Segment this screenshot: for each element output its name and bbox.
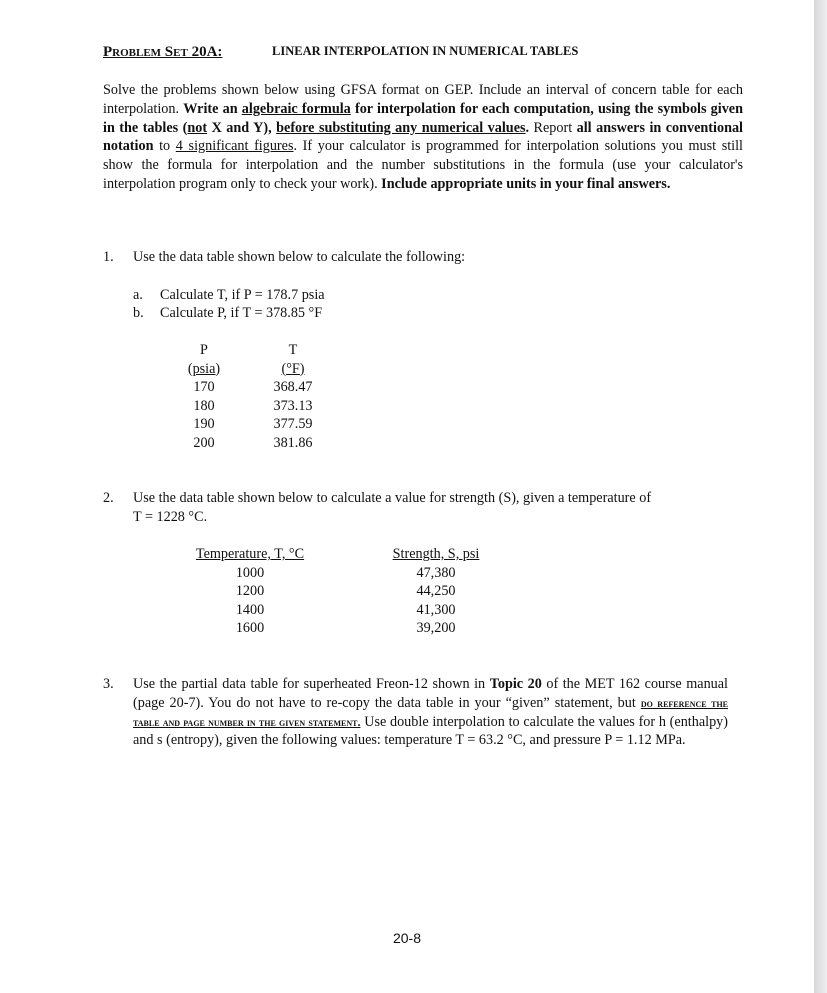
question-1b-label: b. — [133, 305, 144, 321]
table-cell: 1000 — [235, 564, 265, 581]
table-2-header-strength: Strength, S, psi — [392, 546, 480, 562]
table-cell: 373.13 — [273, 397, 313, 414]
table-cell: 1400 — [235, 601, 265, 618]
table-1-unit-p: (psia) — [187, 360, 221, 377]
table-cell: 200 — [193, 434, 215, 451]
table-cell: 190 — [193, 416, 215, 432]
table-cell: 1200 — [235, 583, 265, 599]
page-edge-shadow — [814, 0, 827, 993]
table-cell: 47,380 — [416, 564, 456, 581]
question-2-text: Use the data table shown below to calculate a value for strength (S), given a temperature of — [133, 490, 652, 506]
table-1-pressure-column — [181, 341, 227, 452]
question-3-number: 3. — [103, 676, 114, 692]
page-title: LINEAR INTERPOLATION IN NUMERICAL TABLES — [272, 44, 579, 58]
question-1-number: 1. — [103, 249, 114, 265]
question-3-text: Use the partial data table for superheated Freon-12 shown in Topic 20 of the MET 162 course manual (page 20-7). You do not have to re-copy the data table in your “given” statement, but do reference the table and page number in the given statement. Use double interpolation to calculate the values for h (enthalpy) and s (entropy), given the following values: temperature T = 63.2 °C, and pressure P = 1.12 MPa. — [133, 676, 728, 749]
question-2-number: 2. — [103, 490, 114, 506]
table-cell: 39,200 — [416, 620, 456, 636]
question-1a-label: a. — [133, 287, 143, 303]
table-1-header-p: P — [200, 342, 208, 358]
table-cell: 368.47 — [273, 379, 313, 395]
table-cell: 377.59 — [273, 416, 313, 432]
table-2-strength-column — [383, 545, 489, 638]
table-1-unit-t: (°F) — [281, 360, 305, 377]
table-cell: 381.86 — [273, 434, 313, 451]
table-cell: 180 — [193, 397, 215, 414]
table-2-header-temperature: Temperature, T, °C — [195, 546, 305, 562]
question-1b-text: Calculate P, if T = 378.85 °F — [160, 305, 323, 321]
table-cell: 44,250 — [416, 583, 456, 599]
instructions-paragraph: Solve the problems shown below using GFSA format on GEP. Include an interval of concern table for each interpolation. Write an algebraic formula for interpolation for each computation, using the symbols given in the tables (not X and Y), before substituting any numerical values. Report all answers in conventional notation to 4 significant figures. If your calculator is programmed for interpolation solutions you must still show the formula for interpolation and the number substitutions in the formula (use your calculator's interpolation program only to check your work). Include appropriate units in your final answers. — [103, 82, 743, 192]
table-1-header-t: T — [288, 342, 298, 358]
table-cell: 41,300 — [416, 601, 456, 618]
table-2-temperature-column — [186, 545, 314, 638]
table-cell: 170 — [193, 379, 215, 395]
question-2-text-line2: T = 1228 °C. — [133, 508, 208, 525]
question-1a-text: Calculate T, if P = 178.7 psia — [160, 287, 325, 303]
page-number: 20-8 — [392, 930, 422, 946]
question-1-text: Use the data table shown below to calculate the following: — [133, 249, 466, 265]
table-cell: 1600 — [235, 620, 265, 636]
problem-set-label: Problem Set 20A: — [103, 44, 223, 60]
table-1-temperature-column — [266, 341, 320, 452]
